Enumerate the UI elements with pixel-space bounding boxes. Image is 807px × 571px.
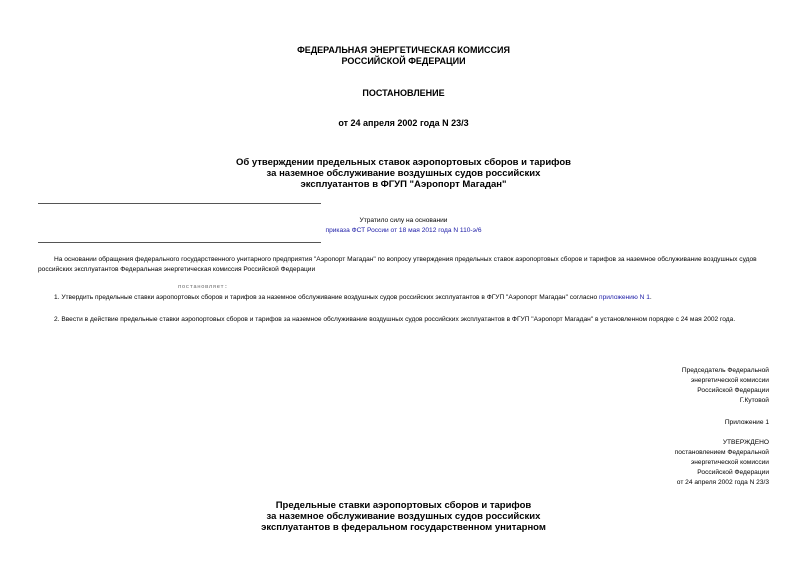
signature-line-3: Российской Федерации <box>697 387 769 394</box>
status-text: Утратило силу на основании <box>359 217 448 224</box>
intro-paragraph: На основании обращения федерального государственного унитарного предприятия "Аэропорт Магадан" по вопросу утверждения предельных ставок аэропортовых сборов и тарифов за наземное обслуживание воздушных судов российских эксплуатантов Федеральная энергетическая комиссия Российской Федерации <box>38 256 757 273</box>
signature-line-1: Председатель Федеральной <box>681 367 769 374</box>
status-block <box>0 216 807 236</box>
header-line-1: ФЕДЕРАЛЬНАЯ ЭНЕРГЕТИЧЕСКАЯ КОМИССИЯ <box>297 45 510 55</box>
item-1-end: . <box>649 294 652 301</box>
divider-bottom <box>38 242 321 243</box>
title-line-1: Об утверждении предельных ставок аэропортовых сборов и тарифов <box>235 157 571 168</box>
appendix-title <box>0 500 807 533</box>
doc-title <box>0 157 807 190</box>
appendix-link[interactable]: приложению N 1 <box>599 294 650 301</box>
appendix-approval-block <box>569 438 769 488</box>
title-line-3: эксплуатантов в ФГУП "Аэропорт Магадан" <box>300 179 507 190</box>
approval-line-2: энергетической комиссии <box>690 459 769 466</box>
divider-top <box>38 203 321 204</box>
signature-name: Г.Кутовой <box>739 397 769 404</box>
title-line-2: за наземное обслуживание воздушных судов российских <box>266 168 541 179</box>
doc-date-number: от 24 апреля 2002 года N 23/3 <box>338 118 469 128</box>
approval-line-1: постановлением Федеральной <box>674 449 769 456</box>
item-1-text: 1. Утвердить предельные ставки аэропортовых сборов и тарифов за наземное обслуживание воздушных судов российских эксплуатантов в ФГУП "Аэропорт Магадан" согласно <box>54 294 598 301</box>
decree-word: постановляет: <box>178 283 229 290</box>
status-link[interactable]: приказа ФСТ России от 18 мая 2012 года N 110-э/6 <box>325 227 482 234</box>
doc-type: ПОСТАНОВЛЕНИЕ <box>362 88 445 98</box>
appendix-title-line-3: эксплуатантов в федеральном государственном унитарном <box>261 522 546 533</box>
approval-line-4: от 24 апреля 2002 года N 23/3 <box>676 479 769 486</box>
appendix-title-line-2: за наземное обслуживание воздушных судов российских <box>266 511 541 522</box>
signature-block <box>569 366 769 406</box>
appendix-label: Приложение 1 <box>724 419 769 426</box>
signature-line-2: энергетической комиссии <box>690 377 769 384</box>
item-2: 2. Ввести в действие предельные ставки аэропортовых сборов и тарифов за наземное обслуживание воздушных судов российских эксплуатантов в ФГУП "Аэропорт Магадан" в установленном порядке с 24 мая 2002 года. <box>54 316 736 323</box>
item-1 <box>38 293 769 303</box>
header-commission <box>0 45 807 67</box>
approval-line-3: Российской Федерации <box>697 469 769 476</box>
appendix-title-line-1: Предельные ставки аэропортовых сборов и тарифов <box>275 500 532 511</box>
header-line-2: РОССИЙСКОЙ ФЕДЕРАЦИИ <box>341 56 466 66</box>
approved-label: УТВЕРЖДЕНО <box>722 439 769 446</box>
